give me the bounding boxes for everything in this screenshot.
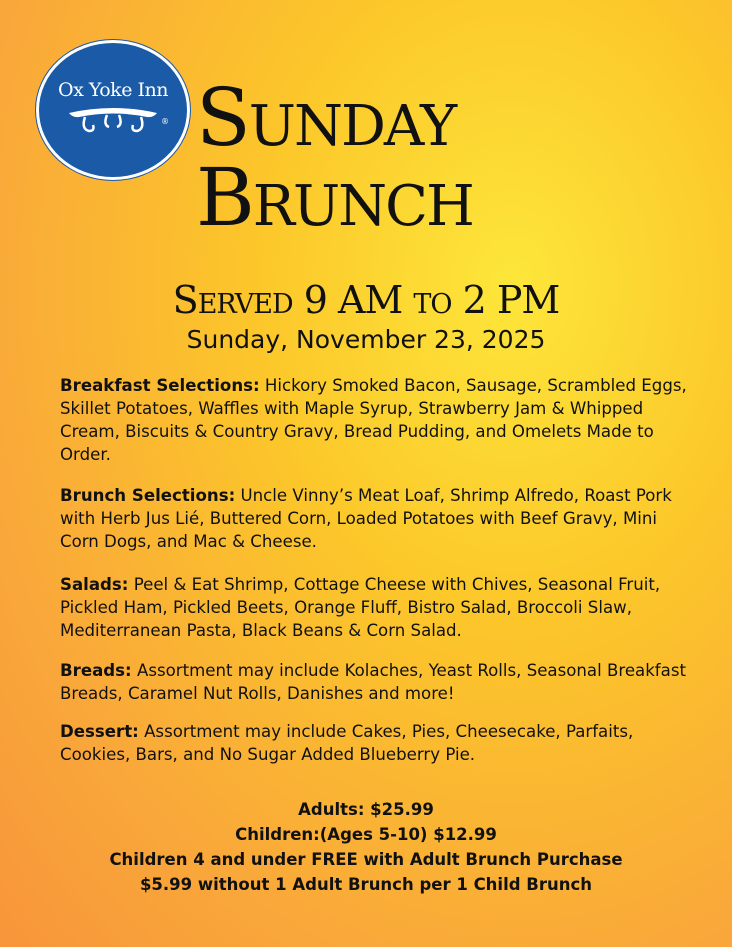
price-without-adult: $5.99 without 1 Adult Brunch per 1 Child Brunch	[139, 875, 593, 894]
section-text: Peel & Eat Shrimp, Cottage Cheese with Chives, Seasonal Fruit, Pickled Ham, Pickled Beets, Orange Fluff, Bistro Salad, Broccoli Slaw, Mediterranean Pasta, Black Beans & Corn Salad.	[60, 575, 661, 640]
served-hours: Served 9 AM to 2 PM	[172, 278, 560, 322]
logo-name: Ox Yoke Inn	[58, 79, 168, 101]
title-line-1: Sunday	[196, 71, 456, 164]
page-title	[196, 71, 473, 244]
section-label: Salads:	[60, 575, 129, 594]
brunch-section	[60, 484, 700, 553]
breads-section	[60, 659, 700, 705]
ox-yoke-inn-logo	[36, 40, 190, 180]
price-children: Children:(Ages 5-10) $12.99	[235, 825, 497, 844]
breakfast-section	[60, 374, 700, 466]
section-label: Breads:	[60, 661, 132, 680]
price-under-four: Children 4 and under FREE with Adult Brunch Purchase	[109, 850, 623, 869]
section-text: Assortment may include Kolaches, Yeast Rolls, Seasonal Breakfast Breads, Caramel Nut Rolls, Danishes and more!	[60, 661, 686, 703]
title-line-2: Brunch	[196, 151, 473, 244]
pricing-block	[0, 797, 732, 897]
section-text: Uncle Vinny’s Meat Loaf, Shrimp Alfredo, Roast Pork with Herb Jus Lié, Buttered Corn, Loaded Potatoes with Beef Gravy, Mini Corn Dogs, and Mac & Cheese.	[60, 486, 672, 551]
registered-mark: ®	[161, 117, 169, 126]
section-text: Assortment may include Cakes, Pies, Cheesecake, Parfaits, Cookies, Bars, and No Sugar Added Blueberry Pie.	[60, 722, 634, 764]
section-label: Breakfast Selections:	[60, 376, 260, 395]
section-text: Hickory Smoked Bacon, Sausage, Scrambled Eggs, Skillet Potatoes, Waffles with Maple Syrup, Strawberry Jam & Whipped Cream, Biscuits & Country Gravy, Bread Pudding, and Omelets Made to Order.	[60, 376, 687, 464]
salads-section	[60, 573, 700, 642]
dessert-section	[60, 720, 700, 766]
section-label: Brunch Selections:	[60, 486, 236, 505]
ox-yoke-icon	[63, 105, 163, 135]
event-date: Sunday, November 23, 2025	[186, 325, 546, 354]
price-adults: Adults: $25.99	[298, 800, 434, 819]
section-label: Dessert:	[60, 722, 139, 741]
